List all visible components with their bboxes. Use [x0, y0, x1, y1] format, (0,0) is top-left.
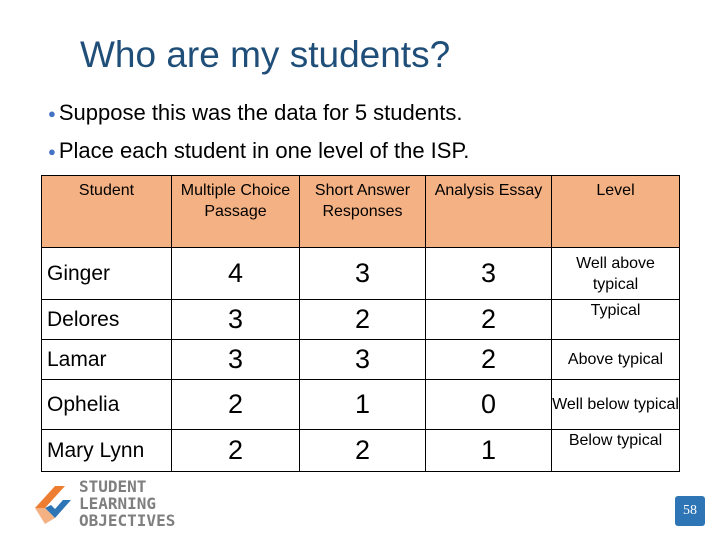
- cell-level: Well below typical: [552, 380, 680, 430]
- cell-student: Lamar: [42, 340, 172, 380]
- cell-essay: 3: [426, 248, 552, 300]
- bullet-dot-icon: ●: [48, 105, 56, 121]
- bullet-list: [48, 94, 469, 170]
- cell-mc: 4: [172, 248, 300, 300]
- cell-student: Mary Lynn: [42, 430, 172, 472]
- cell-sa: 2: [300, 430, 426, 472]
- table-header-row: [42, 176, 680, 248]
- table-row: [42, 380, 680, 430]
- header-short-answer: Short Answer Responses: [300, 176, 426, 248]
- table-row: [42, 300, 680, 340]
- cell-sa: 2: [300, 300, 426, 340]
- student-learning-objectives-logo: [31, 478, 191, 530]
- bullet-item: [48, 132, 469, 170]
- cell-mc: 2: [172, 380, 300, 430]
- cell-mc: 3: [172, 300, 300, 340]
- page-number-badge: 58: [675, 496, 705, 526]
- cell-essay: 2: [426, 340, 552, 380]
- cell-student: Ginger: [42, 248, 172, 300]
- bullet-text: Suppose this was the data for 5 students.: [58, 100, 463, 125]
- cell-sa: 1: [300, 380, 426, 430]
- slo-mark-icon: [31, 478, 75, 530]
- header-analysis-essay: Analysis Essay: [426, 176, 552, 248]
- cell-sa: 3: [300, 340, 426, 380]
- cell-level: Well above typical: [552, 248, 680, 300]
- cell-student: Ophelia: [42, 380, 172, 430]
- bullet-text: Place each student in one level of the ISP.: [58, 138, 470, 163]
- table-row: [42, 340, 680, 380]
- cell-essay: 0: [426, 380, 552, 430]
- bullet-item: [48, 94, 469, 132]
- cell-mc: 3: [172, 340, 300, 380]
- logo-line-student: STUDENT: [79, 477, 147, 496]
- cell-sa: 3: [300, 248, 426, 300]
- cell-level: Above typical: [552, 340, 680, 380]
- cell-mc: 2: [172, 430, 300, 472]
- cell-essay: 2: [426, 300, 552, 340]
- cell-level: Typical: [552, 300, 680, 340]
- logo-line-learning: LEARNING: [79, 494, 157, 513]
- student-data-table: [41, 175, 680, 472]
- logo-line-objectives: OBJECTIVES: [79, 511, 176, 530]
- cell-level: Below typical: [552, 430, 680, 472]
- cell-student: Delores: [42, 300, 172, 340]
- header-multiple-choice: Multiple Choice Passage: [172, 176, 300, 248]
- cell-essay: 1: [426, 430, 552, 472]
- table-row: [42, 430, 680, 472]
- table-row: [42, 248, 680, 300]
- header-level: Level: [552, 176, 680, 248]
- slide-title: Who are my students?: [80, 34, 451, 75]
- header-student: Student: [42, 176, 172, 248]
- bullet-dot-icon: ●: [48, 143, 56, 159]
